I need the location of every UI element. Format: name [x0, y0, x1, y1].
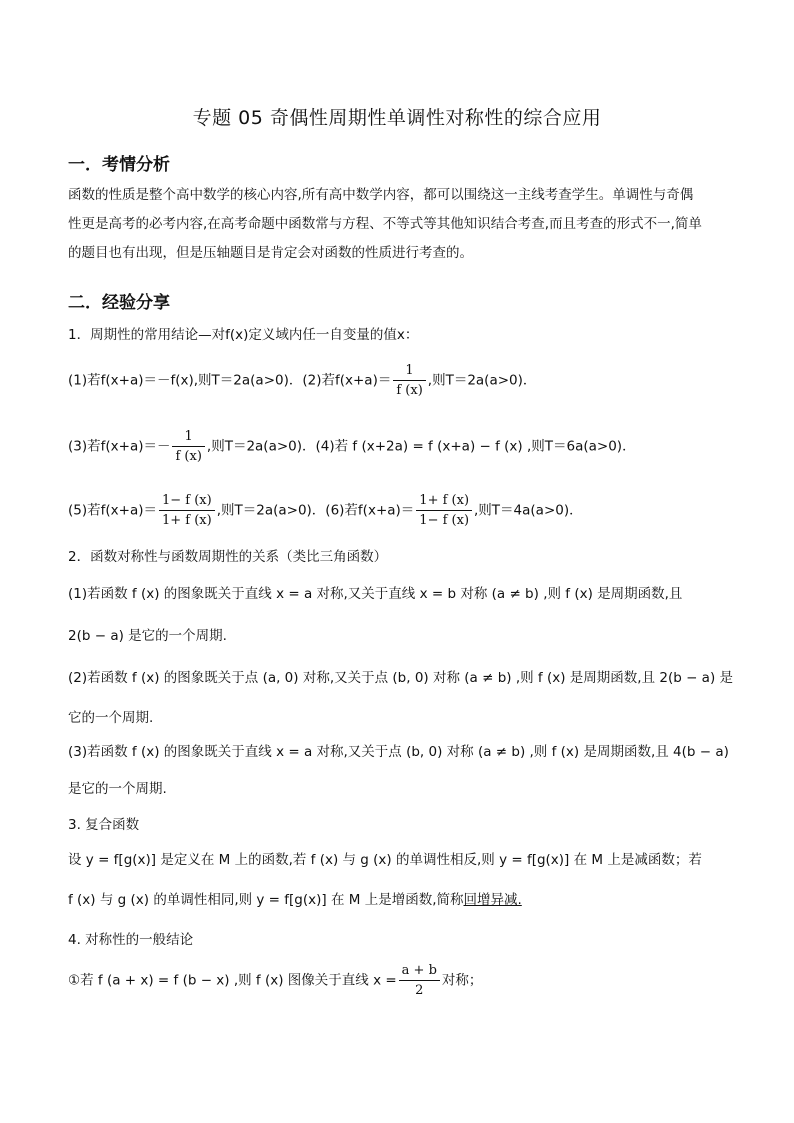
periodic-text-1b: ,则T＝2a(a>0)．	[427, 372, 537, 389]
periodic-line-3	[68, 492, 583, 529]
fraction-numerator: 1+ f (x)	[419, 493, 470, 508]
symmetry-line-3a: (3)若函数 f (x) 的图象既关于直线 x = a 对称,又关于点 (b, 0) 对称 (a ≠ b) ,则 f (x) 是周期函数,且 4(b − a)	[68, 744, 729, 760]
symmetry-line-2b: 它的一个周期.	[68, 710, 154, 726]
symmetry-line-1a: (1)若函数 f (x) 的图象既关于直线 x = a 对称,又关于直线 x = b 对称 (a ≠ b) ,则 f (x) 是周期函数,且	[68, 586, 683, 602]
analysis-line-3: 的题目也有出现，但是压轴题目是肯定会对函数的性质进行考查的。	[68, 245, 473, 261]
section-heading-experience: 二．经验分享	[68, 293, 170, 313]
symmetry-line-1b: 2(b − a) 是它的一个周期.	[68, 628, 227, 644]
fraction-numerator: 1	[184, 429, 193, 444]
composite-line-2-text: f (x) 与 g (x) 的单调性相同,则 y = f[g(x)] 在 M 上是增函数,简称	[68, 892, 464, 908]
fraction-numerator: a + b	[401, 963, 437, 978]
analysis-paragraph	[68, 181, 728, 268]
periodic-line-1	[68, 362, 536, 399]
fraction-1-over-fx-2	[172, 428, 204, 465]
general-symmetry-text-b: 对称；	[441, 972, 483, 989]
fraction-denominator: f (x)	[393, 380, 425, 399]
periodic-text-2b: ,则T＝2a(a>0)．(4)若 f (x+2a) = f (x+a) − f (x) ,则T＝6a(a>0)．	[206, 438, 636, 455]
fraction-denominator: 1+ f (x)	[159, 510, 215, 529]
periodic-text-3b: ,则T＝2a(a>0)．(6)若f(x+a)＝	[216, 502, 415, 519]
symmetry-line-3b: 是它的一个周期.	[68, 781, 167, 797]
fraction-1-over-fx	[393, 362, 425, 399]
composite-line-2	[68, 890, 522, 910]
fraction-1m-over-1p	[159, 492, 215, 529]
page-title: 专题 05 奇偶性周期性单调性对称性的综合应用	[192, 107, 602, 129]
item1-title: 1．周期性的常用结论—对f(x)定义域内任一自变量的值x：	[68, 327, 419, 343]
general-symmetry-line-1	[68, 962, 482, 999]
periodic-text-2a: (3)若f(x+a)＝－	[68, 438, 171, 455]
section-heading-analysis: 一．考情分析	[68, 155, 170, 175]
periodic-text-3c: ,则T＝4a(a>0)．	[474, 502, 583, 519]
fraction-numerator: 1	[405, 363, 414, 378]
fraction-1p-over-1m	[416, 492, 472, 529]
symmetry-line-2a: (2)若函数 f (x) 的图象既关于点 (a, 0) 对称,又关于点 (b, 0) 对称 (a ≠ b) ,则 f (x) 是周期函数,且 2(b − a) 是	[68, 670, 734, 686]
fraction-numerator: 1− f (x)	[161, 493, 212, 508]
item2-title: 2．函数对称性与函数周期性的关系（类比三角函数）	[68, 549, 388, 565]
fraction-denominator: 1− f (x)	[416, 510, 472, 529]
analysis-line-1: 函数的性质是整个高中数学的核心内容,所有高中数学内容，都可以围绕这一主线考查学生。单调性与奇偶	[68, 187, 694, 203]
fraction-a-plus-b-over-2	[399, 962, 440, 999]
composite-mnemonic: 回增异减.	[463, 892, 522, 908]
fraction-denominator: f (x)	[172, 446, 204, 465]
analysis-line-2: 性更是高考的必考内容,在高考命题中函数常与方程、不等式等其他知识结合考查,而且考查的形式不一,简单	[68, 216, 702, 232]
periodic-line-2	[68, 428, 636, 465]
fraction-denominator: 2	[399, 980, 440, 999]
composite-line-1: 设 y = f[g(x)] 是定义在 M 上的函数,若 f (x) 与 g (x) 的单调性相反,则 y = f[g(x)] 在 M 上是减函数；若	[68, 852, 702, 868]
periodic-text-1a: (1)若f(x+a)＝－f(x),则T＝2a(a>0)．(2)若f(x+a)＝	[68, 372, 392, 389]
periodic-text-3a: (5)若f(x+a)＝	[68, 502, 157, 519]
item3-title: 3. 复合函数	[68, 817, 140, 833]
general-symmetry-text-a: ①若 f (a + x) = f (b − x) ,则 f (x) 图像关于直线 x =	[68, 972, 397, 989]
item4-title: 4. 对称性的一般结论	[68, 932, 194, 948]
